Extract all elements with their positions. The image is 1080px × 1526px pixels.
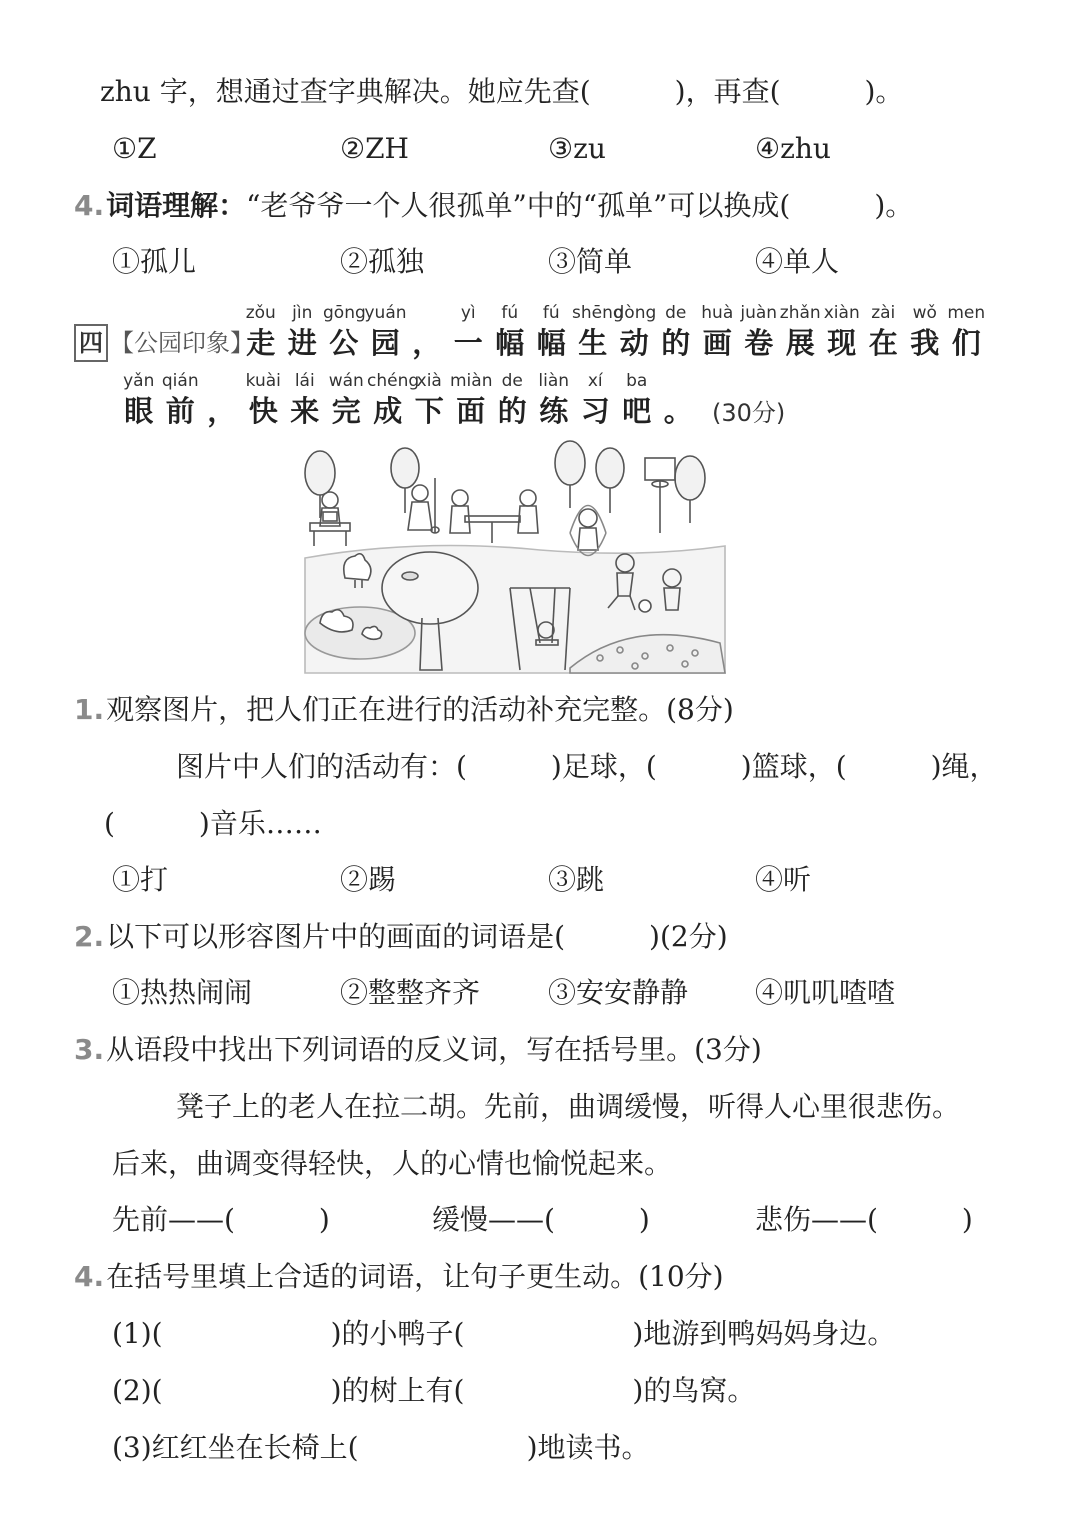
p3-question bbox=[74, 1032, 762, 1068]
q4-text: “老爷爷一个人很孤单”中的“孤单”可以换成( )。 bbox=[246, 189, 914, 222]
p1-option-2: ②踢 bbox=[340, 863, 397, 896]
pinyin-syllable: men bbox=[947, 303, 986, 323]
q3-option-3: ③zu bbox=[548, 132, 606, 165]
pinyin-char bbox=[160, 370, 202, 430]
q3-question-tail: zhu 字，想通过查字典解决。她应先查( )，再查( )。 bbox=[100, 75, 904, 108]
p1-option-4: ④听 bbox=[755, 863, 812, 896]
pinyin-syllable: kuài bbox=[245, 371, 281, 391]
hanzi-char: 。 bbox=[663, 394, 693, 428]
hanzi-char: 现 bbox=[827, 326, 857, 360]
p1-option-1: ①打 bbox=[112, 863, 169, 896]
pinyin-char bbox=[946, 302, 988, 362]
pinyin-char bbox=[697, 302, 739, 362]
q4-option-2: ②孤独 bbox=[340, 245, 425, 278]
hanzi-char: 走 bbox=[246, 326, 276, 360]
pinyin-syllable: lái bbox=[294, 371, 315, 391]
pinyin-syllable: ba bbox=[626, 371, 648, 391]
pinyin-syllable: yuán bbox=[364, 303, 407, 323]
p2-option-2: ②整整齐齐 bbox=[340, 976, 481, 1009]
p3-paragraph-1: 凳子上的老人在拉二胡。先前，曲调缓慢，听得人心里很悲伤。 bbox=[176, 1090, 961, 1123]
pinyin-char bbox=[367, 370, 420, 430]
hanzi-char: 展 bbox=[785, 326, 815, 360]
p4-sentence-3: (3)红红坐在长椅上( )地读书。 bbox=[112, 1431, 650, 1464]
p3-pair-1: 先前——( ) bbox=[112, 1203, 330, 1236]
hanzi-char: 幅 bbox=[536, 326, 566, 360]
pinyin-char bbox=[780, 302, 822, 362]
p1-fill-line-1: 图片中人们的活动有：( )足球，( )篮球，( )绳， bbox=[176, 750, 998, 783]
park-illustration bbox=[300, 438, 730, 678]
pinyin-syllable: fú bbox=[542, 303, 560, 323]
q4-option-3: ③简单 bbox=[548, 245, 633, 278]
pinyin-char bbox=[450, 370, 492, 430]
pinyin-char bbox=[533, 370, 575, 430]
pinyin-char bbox=[614, 302, 656, 362]
hanzi-char: 动 bbox=[619, 326, 649, 360]
pinyin-syllable: xí bbox=[587, 371, 603, 391]
p3-number: 3. bbox=[74, 1033, 105, 1066]
q4-number: 4. bbox=[74, 189, 105, 222]
pinyin-char bbox=[489, 302, 531, 362]
pinyin-syllable: miàn bbox=[450, 371, 493, 391]
hanzi-char: 进 bbox=[287, 326, 317, 360]
erhu-player bbox=[408, 478, 439, 533]
pinyin-syllable: wán bbox=[328, 371, 364, 391]
pinyin-syllable: fú bbox=[501, 303, 519, 323]
soccer-ball bbox=[639, 600, 651, 612]
hanzi-char: 成 bbox=[373, 394, 403, 428]
pinyin-syllable: de bbox=[665, 303, 687, 323]
pinyin-char bbox=[531, 302, 573, 362]
hanzi-char: 们 bbox=[951, 326, 981, 360]
pinyin-char bbox=[323, 302, 365, 362]
pinyin-syllable: xià bbox=[416, 371, 442, 391]
pinyin-char bbox=[365, 302, 407, 362]
p1-option-3: ③跳 bbox=[548, 863, 605, 896]
pinyin-syllable bbox=[658, 370, 700, 392]
hanzi-char: 公 bbox=[329, 326, 359, 360]
basketball-hoop bbox=[645, 458, 675, 533]
p4-number: 4. bbox=[74, 1260, 105, 1293]
bench-with-reader bbox=[310, 492, 350, 546]
hanzi-char: 生 bbox=[578, 326, 608, 360]
hanzi-char: 的 bbox=[497, 394, 527, 428]
pinyin-char bbox=[282, 302, 324, 362]
pinyin-syllable: juàn bbox=[740, 303, 778, 323]
q3-option-1: ①Z bbox=[112, 132, 157, 165]
section4-score: (30分) bbox=[712, 399, 786, 427]
pinyin-char bbox=[406, 302, 448, 362]
hanzi-char: 卷 bbox=[744, 326, 774, 360]
hanzi-char: 在 bbox=[868, 326, 898, 360]
pinyin-syllable: huà bbox=[701, 303, 734, 323]
pinyin-char bbox=[240, 302, 282, 362]
hanzi-char: 下 bbox=[414, 394, 444, 428]
p4-sentence-1: (1)( )的小鸭子( )地游到鸭妈妈身边。 bbox=[112, 1317, 896, 1350]
hanzi-char: 练 bbox=[539, 394, 569, 428]
section4-title: 【公园印象】 bbox=[110, 329, 254, 357]
pinyin-char bbox=[284, 370, 326, 430]
p2-question bbox=[74, 919, 728, 955]
hanzi-char: 我 bbox=[910, 326, 940, 360]
pinyin-syllable: shēng bbox=[572, 303, 624, 323]
bird-nest bbox=[402, 572, 418, 580]
pinyin-char bbox=[572, 302, 624, 362]
p1-fill-line-2: ( )音乐…… bbox=[104, 807, 322, 840]
pinyin-char bbox=[821, 302, 863, 362]
pinyin-char bbox=[904, 302, 946, 362]
pinyin-char bbox=[326, 370, 368, 430]
pinyin-char bbox=[658, 370, 700, 430]
p4-sentence-2: (2)( )的树上有( )的鸟窝。 bbox=[112, 1374, 756, 1407]
hanzi-char: 习 bbox=[580, 394, 610, 428]
pinyin-char bbox=[655, 302, 697, 362]
p2-text: 以下可以形容图片中的画面的词语是( )(2分) bbox=[106, 920, 728, 953]
pinyin-syllable: jìn bbox=[292, 303, 313, 323]
pinyin-syllable bbox=[406, 302, 448, 324]
pinyin-syllable: gōng bbox=[323, 303, 366, 323]
pinyin-syllable: yì bbox=[460, 303, 476, 323]
q4-option-4: ④单人 bbox=[755, 245, 840, 278]
p1-text: 观察图片，把人们正在进行的活动补充完整。(8分) bbox=[106, 693, 734, 726]
p2-option-1: ①热热闹闹 bbox=[112, 976, 253, 1009]
q4-question bbox=[74, 188, 913, 224]
p1-question bbox=[74, 692, 734, 728]
pinyin-char bbox=[118, 370, 160, 430]
background-trees bbox=[305, 441, 705, 523]
p3-paragraph-2: 后来，曲调变得轻快，人的心情也愉悦起来。 bbox=[112, 1147, 673, 1180]
hanzi-char: 面 bbox=[456, 394, 486, 428]
hanzi-char: 快 bbox=[248, 394, 278, 428]
jump-rope-kid bbox=[570, 506, 606, 556]
pinyin-line-1 bbox=[0, 302, 1080, 366]
p1-number: 1. bbox=[74, 693, 105, 726]
hanzi-char: 幅 bbox=[495, 326, 525, 360]
section4-badge: 四 bbox=[74, 324, 108, 362]
pinyin-char bbox=[492, 370, 534, 430]
p3-text: 从语段中找出下列词语的反义词，写在括号里。(3分) bbox=[106, 1033, 762, 1066]
hanzi-char: 一 bbox=[453, 326, 483, 360]
p3-pair-2: 缓慢——( ) bbox=[432, 1203, 650, 1236]
pinyin-syllable: dòng bbox=[613, 303, 657, 323]
chess-players bbox=[450, 490, 538, 543]
hanzi-char: 眼 bbox=[124, 394, 154, 428]
pinyin-char bbox=[409, 370, 451, 430]
pinyin-char bbox=[201, 370, 243, 430]
pinyin-char bbox=[448, 302, 490, 362]
hanzi-char: 来 bbox=[290, 394, 320, 428]
pinyin-syllable: xiàn bbox=[823, 303, 860, 323]
p4-question bbox=[74, 1259, 724, 1295]
pinyin-syllable: de bbox=[501, 371, 523, 391]
pinyin-line-2 bbox=[0, 370, 1080, 434]
q4-label: 词语理解： bbox=[106, 189, 247, 222]
pinyin-syllable: zài bbox=[871, 303, 896, 323]
hanzi-char: ， bbox=[207, 394, 237, 428]
pinyin-char bbox=[243, 370, 285, 430]
hanzi-char: 完 bbox=[331, 394, 361, 428]
pinyin-char bbox=[575, 370, 617, 430]
pinyin-char bbox=[863, 302, 905, 362]
pinyin-syllable: zǒu bbox=[245, 303, 276, 323]
q4-option-1: ①孤儿 bbox=[112, 245, 197, 278]
q3-option-4: ④zhu bbox=[755, 132, 831, 165]
hanzi-char: ， bbox=[412, 326, 442, 360]
pinyin-syllable: qián bbox=[161, 371, 199, 391]
p3-pair-3: 悲伤——( ) bbox=[755, 1203, 973, 1236]
pinyin-syllable: zhǎn bbox=[779, 303, 821, 323]
pinyin-syllable: chéng bbox=[367, 371, 420, 391]
pinyin-char bbox=[738, 302, 780, 362]
hanzi-char: 前 bbox=[165, 394, 195, 428]
q3-option-2: ②ZH bbox=[340, 132, 409, 165]
p2-option-4: ④叽叽喳喳 bbox=[755, 976, 896, 1009]
hanzi-char: 吧 bbox=[622, 394, 652, 428]
hanzi-char: 画 bbox=[702, 326, 732, 360]
pinyin-char bbox=[616, 370, 658, 430]
p4-text: 在括号里填上合适的词语，让句子更生动。(10分) bbox=[106, 1260, 724, 1293]
pinyin-syllable bbox=[201, 370, 243, 392]
p2-option-3: ③安安静静 bbox=[548, 976, 689, 1009]
pinyin-syllable: liàn bbox=[538, 371, 570, 391]
pinyin-syllable: wǒ bbox=[912, 303, 937, 323]
pinyin-syllable: yǎn bbox=[123, 371, 155, 391]
p2-number: 2. bbox=[74, 920, 105, 953]
hanzi-char: 的 bbox=[661, 326, 691, 360]
hanzi-char: 园 bbox=[370, 326, 400, 360]
